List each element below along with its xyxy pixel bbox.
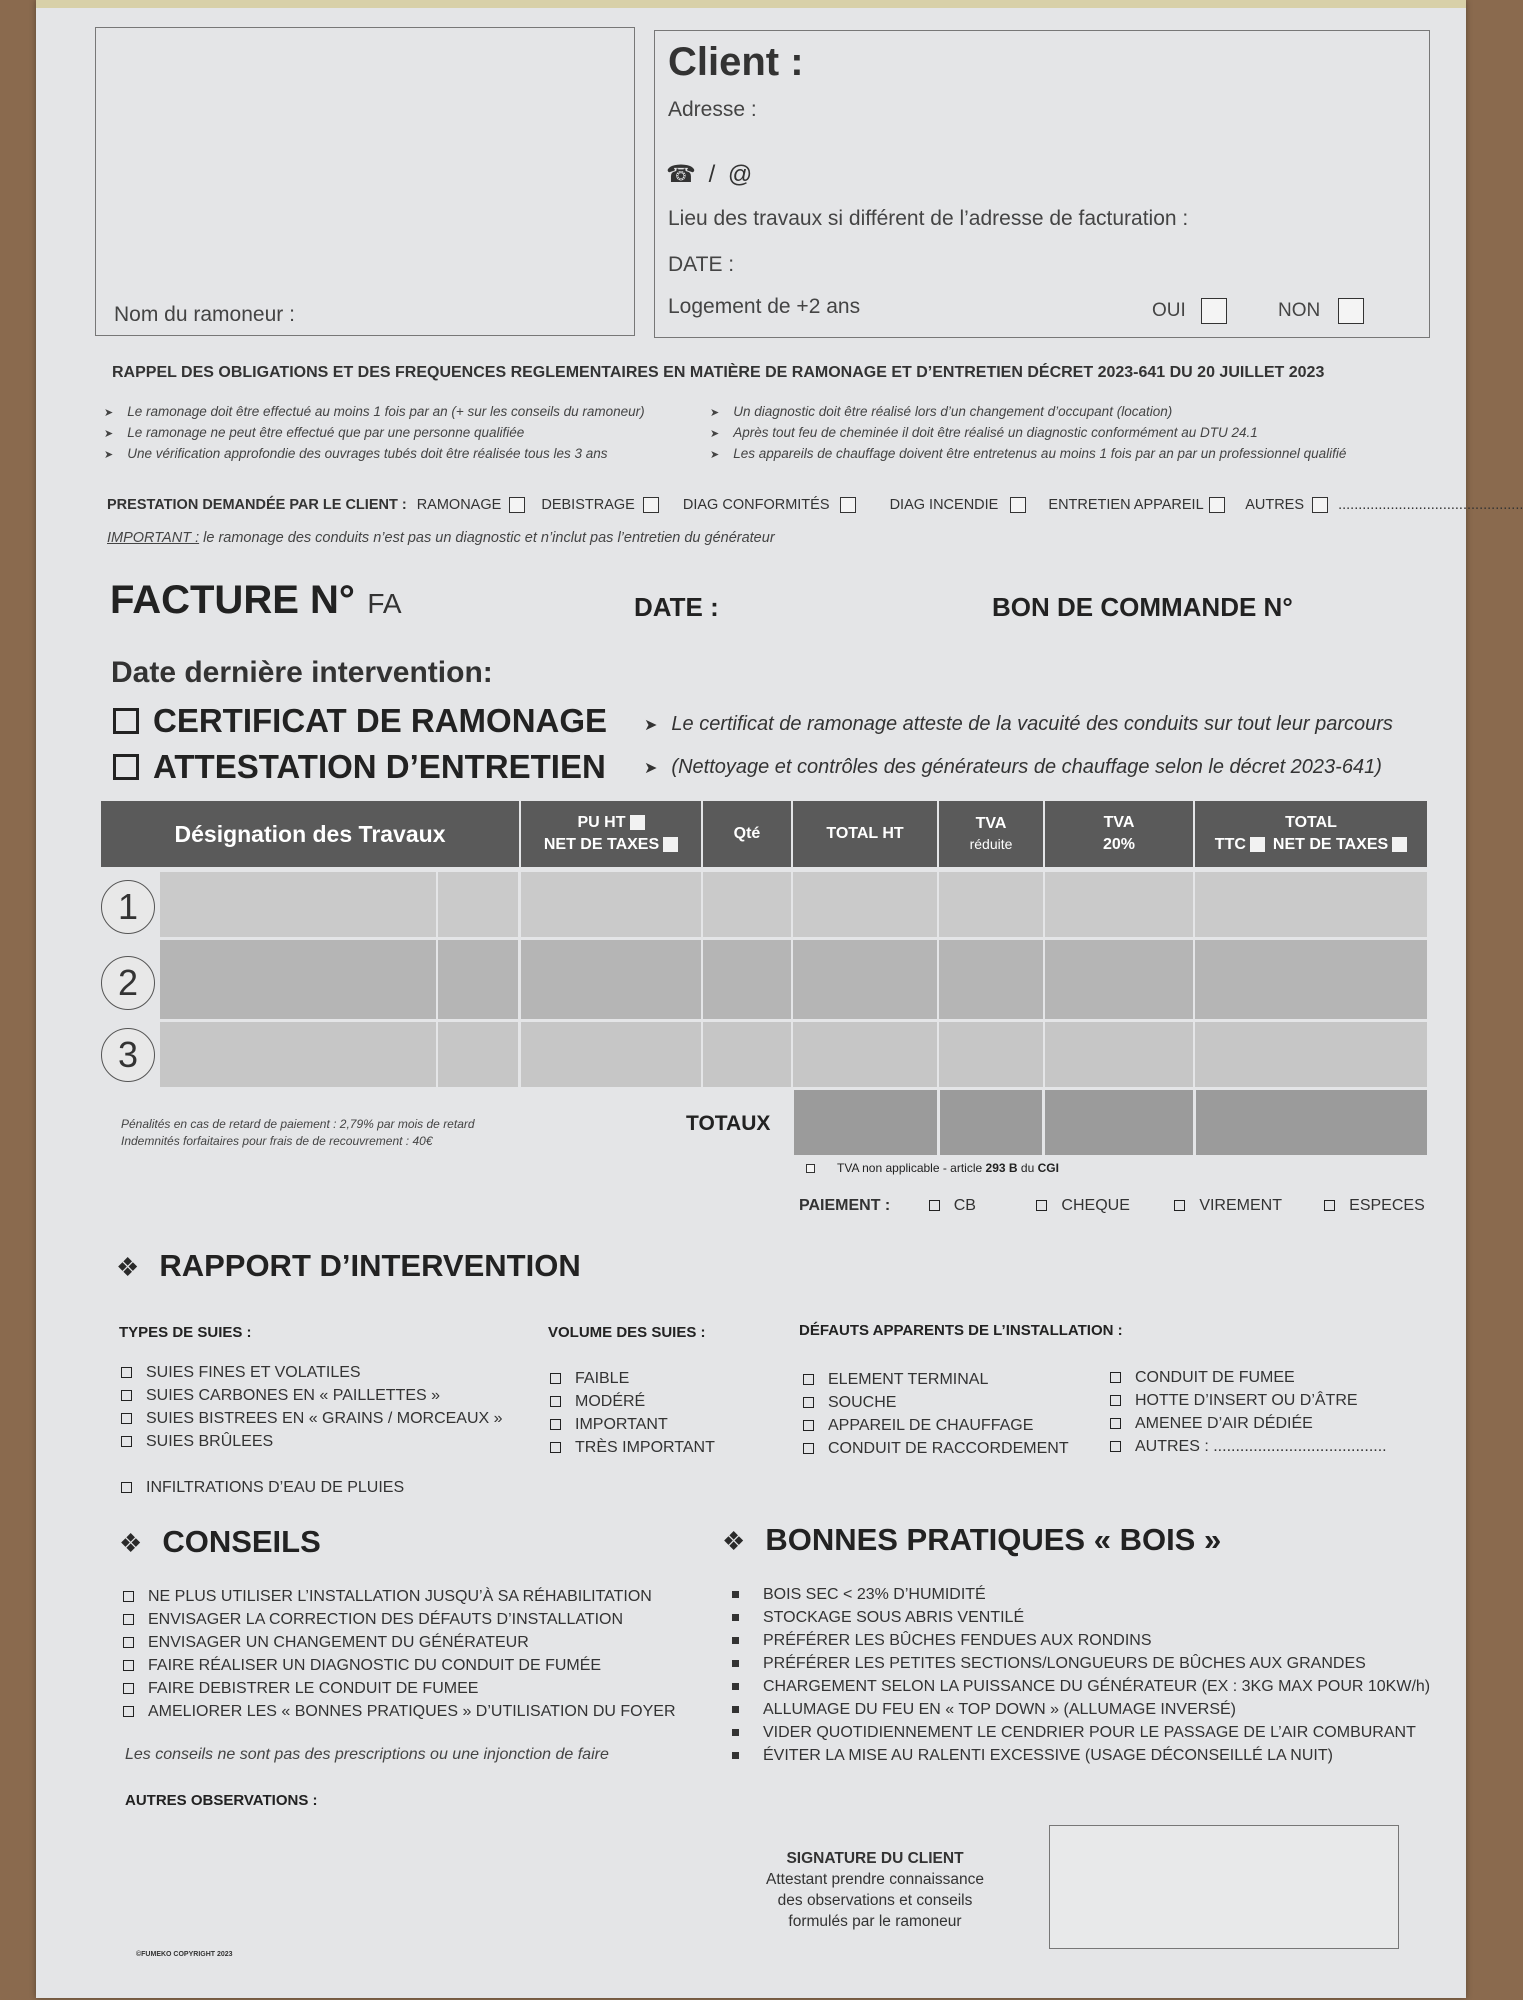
soot-types-title: TYPES DE SUIES : xyxy=(119,1324,252,1341)
arrow-icon: ➤ xyxy=(644,717,658,734)
col-designation: Désignation des Travaux xyxy=(101,801,519,867)
ttc-net-checkbox[interactable] xyxy=(1392,837,1407,852)
invoice-title-row xyxy=(110,578,402,623)
list-item: STOCKAGE SOUS ABRIS VENTILÉ xyxy=(732,1606,1430,1629)
list-item[interactable]: APPAREIL DE CHAUFFAGE xyxy=(803,1414,1069,1437)
payment-cb-checkbox[interactable] xyxy=(929,1200,940,1211)
list-item[interactable]: CONDUIT DE FUMEE xyxy=(1110,1366,1387,1389)
practices-title-row xyxy=(722,1522,1221,1558)
certificate-note: ➤ Le certificat de ramonage atteste de la vacuité des conduits sur tout leur parcours xyxy=(644,713,1393,735)
row-number: 3 xyxy=(101,1028,155,1082)
payment-cb-label: CB xyxy=(953,1197,976,1214)
list-item[interactable]: TRÈS IMPORTANT xyxy=(550,1436,715,1459)
housing-yes xyxy=(1152,298,1227,324)
col-qty: Qté xyxy=(703,801,791,867)
totals-label: TOTAUX xyxy=(686,1112,771,1135)
payment-row xyxy=(799,1197,1425,1215)
pu-net-checkbox[interactable] xyxy=(663,837,678,852)
diamond-icon: ❖ xyxy=(722,1526,746,1556)
defects-list-left xyxy=(803,1368,1069,1460)
soot-types-list xyxy=(121,1361,503,1453)
table-cell[interactable] xyxy=(521,872,701,937)
obligation-item: ➤ Le ramonage doit être effectué au moins 1 fois par an (+ sur les conseils du ramoneur) xyxy=(104,404,645,419)
order-number-label: BON DE COMMANDE N° xyxy=(992,592,1293,622)
prestation-label: PRESTATION DEMANDÉE PAR LE CLIENT : xyxy=(107,497,407,513)
attestation-note: ➤ (Nettoyage et contrôles des générateurs de chauffage selon le décret 2023-641) xyxy=(644,756,1382,778)
address-label: Adresse : xyxy=(668,98,757,121)
total-ht-cell[interactable] xyxy=(794,1090,937,1155)
row-number: 1 xyxy=(101,880,155,934)
sweep-name-label: Nom du ramoneur : xyxy=(114,303,295,326)
obligations-right xyxy=(710,402,1346,465)
obligations-title: RAPPEL DES OBLIGATIONS ET DES FREQUENCES REGLEMENTAIRES EN MATIÈRE DE RAMONAGE ET D’ENTRETIEN DÉCRET 2023-641 DU 20 JUILLET 2023 xyxy=(112,364,1325,381)
important-text: le ramonage des conduits n’est pas un diagnostic et n’inclut pas l’entretien du générateur xyxy=(199,530,775,546)
option-diag-incendie-label: DIAG INCENDIE xyxy=(889,497,999,513)
phone-separator: / xyxy=(708,161,716,188)
option-autres-label: AUTRES xyxy=(1245,497,1305,513)
penalty-line: Indemnités forfaitaires pour frais de de recouvrement : 40€ xyxy=(121,1134,433,1148)
table-cell[interactable] xyxy=(793,1022,937,1087)
table-cell[interactable] xyxy=(521,940,701,1019)
signature-line: formulés par le ramoneur xyxy=(788,1913,962,1930)
list-item[interactable]: IMPORTANT xyxy=(550,1413,715,1436)
obligation-item: ➤ Un diagnostic doit être réalisé lors d’un changement d’occupant (location) xyxy=(710,404,1173,419)
obligation-item: ➤ Une vérification approfondie des ouvrages tubés doit être réalisée tous les 3 ans xyxy=(104,446,608,461)
list-item: CHARGEMENT SELON LA PUISSANCE DU GÉNÉRATEUR (EX : 3KG MAX POUR 10KW/h) xyxy=(732,1675,1430,1698)
list-item: PRÉFÉRER LES PETITES SECTIONS/LONGUEURS DE BÛCHES AUX GRANDES xyxy=(732,1652,1430,1675)
attestation-checkbox[interactable] xyxy=(113,754,139,780)
table-cell[interactable] xyxy=(793,872,937,937)
option-debistrage-checkbox[interactable] xyxy=(643,497,659,513)
list-item[interactable]: ENVISAGER LA CORRECTION DES DÉFAUTS D’INSTALLATION xyxy=(123,1608,676,1631)
penalties-note xyxy=(121,1116,475,1150)
no-checkbox[interactable] xyxy=(1338,298,1364,324)
table-cell[interactable] xyxy=(939,940,1043,1019)
table-cell[interactable] xyxy=(160,872,436,937)
payment-cheque-checkbox[interactable] xyxy=(1036,1200,1047,1211)
option-autres-checkbox[interactable] xyxy=(1312,497,1328,513)
obligation-item: ➤ Le ramonage ne peut être effectué que par une personne qualifiée xyxy=(104,425,525,440)
certificate-label: CERTIFICAT DE RAMONAGE xyxy=(153,702,608,739)
practices-list xyxy=(732,1583,1430,1767)
table-cell[interactable] xyxy=(1195,940,1427,1019)
list-item[interactable]: FAIRE DEBISTRER LE CONDUIT DE FUMEE xyxy=(123,1677,676,1700)
infiltration-item xyxy=(121,1476,404,1499)
table-cell[interactable] xyxy=(1045,872,1193,937)
col-total-ttc: TOTAL TTC NET DE TAXES xyxy=(1195,801,1427,867)
col-total-ht: TOTAL HT xyxy=(793,801,937,867)
col-tva-20: TVA 20% xyxy=(1045,801,1193,867)
diamond-icon: ❖ xyxy=(119,1528,143,1558)
option-diag-incendie-checkbox[interactable] xyxy=(1010,497,1026,513)
col-pu-ht: PU HT NET DE TAXES xyxy=(521,801,701,867)
practices-title: BONNES PRATIQUES « BOIS » xyxy=(765,1522,1222,1557)
list-item: VIDER QUOTIDIENNEMENT LE CENDRIER POUR LE PASSAGE DE L’AIR COMBURANT xyxy=(732,1721,1430,1744)
total-ttc-cell[interactable] xyxy=(1196,1090,1427,1155)
option-entretien-label: ENTRETIEN APPAREIL xyxy=(1048,497,1204,513)
table-cell[interactable] xyxy=(1045,1022,1193,1087)
soot-volume-title: VOLUME DES SUIES : xyxy=(548,1324,706,1341)
advice-list xyxy=(123,1585,676,1723)
list-item[interactable]: ELEMENT TERMINAL xyxy=(803,1368,1069,1391)
option-entretien-checkbox[interactable] xyxy=(1209,497,1225,513)
client-date-label: DATE : xyxy=(668,253,735,276)
pu-ht-checkbox[interactable] xyxy=(630,815,645,830)
option-diag-conformites-checkbox[interactable] xyxy=(840,497,856,513)
invoice-prefix: FA xyxy=(367,588,402,619)
important-note xyxy=(107,530,775,546)
sweep-box xyxy=(95,27,635,336)
total-tva20-cell[interactable] xyxy=(1045,1090,1193,1155)
list-item: BOIS SEC < 23% D’HUMIDITÉ xyxy=(732,1583,1430,1606)
option-debistrage-label: DEBISTRAGE xyxy=(541,497,635,513)
attestation-label: ATTESTATION D’ENTRETIEN xyxy=(153,748,606,785)
attestation-row xyxy=(113,748,606,786)
list-item[interactable]: SUIES CARBONES EN « PAILLETTES » xyxy=(121,1384,503,1407)
list-item[interactable]: FAIBLE xyxy=(550,1367,715,1390)
table-cell[interactable] xyxy=(1195,1022,1427,1087)
list-item[interactable]: CONDUIT DE RACCORDEMENT xyxy=(803,1437,1069,1460)
phone-icon: ☎ xyxy=(666,161,696,188)
list-item[interactable]: SOUCHE xyxy=(803,1391,1069,1414)
housing-no xyxy=(1278,298,1364,324)
list-item[interactable]: NE PLUS UTILISER L’INSTALLATION JUSQU’À SA RÉHABILITATION xyxy=(123,1585,676,1608)
payment-especes-label: ESPECES xyxy=(1349,1197,1425,1214)
signature-text xyxy=(715,1848,1035,1932)
ttc-checkbox[interactable] xyxy=(1250,837,1265,852)
payment-cheque-label: CHEQUE xyxy=(1061,1197,1130,1214)
table-cell[interactable] xyxy=(939,872,1043,937)
option-ramonage-label: RAMONAGE xyxy=(416,497,502,513)
table-cell[interactable] xyxy=(160,940,436,1019)
important-label: IMPORTANT : xyxy=(107,530,200,546)
signature-line: Attestant prendre connaissance xyxy=(766,1871,984,1888)
last-intervention-label: Date dernière intervention: xyxy=(111,656,493,689)
tva-note-checkbox[interactable] xyxy=(806,1164,815,1173)
table-cell[interactable] xyxy=(703,940,791,1019)
payment-virement-label: VIREMENT xyxy=(1199,1197,1282,1214)
total-tva-reduite-cell[interactable] xyxy=(940,1090,1042,1155)
obligation-item: ➤ Après tout feu de cheminée il doit être réalisé un diagnostic conformément au DTU 24.1 xyxy=(710,425,1258,440)
client-title: Client : xyxy=(668,40,804,84)
list-item[interactable]: ENVISAGER UN CHANGEMENT DU GÉNÉRATEUR xyxy=(123,1631,676,1654)
copyright: ©FUMEKO COPYRIGHT 2023 xyxy=(136,1951,233,1958)
list-item[interactable]: INFILTRATIONS D’EAU DE PLUIES xyxy=(121,1476,404,1499)
phone-email-row xyxy=(666,160,752,189)
list-item[interactable]: SUIES FINES ET VOLATILES xyxy=(121,1361,503,1384)
worksite-label: Lieu des travaux si différent de l’adresse de facturation : xyxy=(668,207,1189,230)
invoice-date-label: DATE : xyxy=(634,592,719,622)
yes-label: OUI xyxy=(1152,300,1186,322)
invoice-title: FACTURE N° xyxy=(110,578,355,622)
no-label: NON xyxy=(1278,300,1321,322)
advice-note: Les conseils ne sont pas des prescriptions ou une injonction de faire xyxy=(125,1746,609,1763)
diamond-icon: ❖ xyxy=(116,1252,140,1282)
signature-line: des observations et conseils xyxy=(777,1892,973,1909)
table-cell[interactable] xyxy=(1045,940,1193,1019)
list-item: ALLUMAGE DU FEU EN « TOP DOWN » (ALLUMAGE INVERSÉ) xyxy=(732,1698,1430,1721)
table-cell[interactable] xyxy=(703,872,791,937)
list-item: PRÉFÉRER LES BÛCHES FENDUES AUX RONDINS xyxy=(732,1629,1430,1652)
obligations-left xyxy=(104,402,645,465)
list-item: ÉVITER LA MISE AU RALENTI EXCESSIVE (USAGE DÉCONSEILLÉ LA NUIT) xyxy=(732,1744,1430,1767)
signature-title: SIGNATURE DU CLIENT xyxy=(786,1850,964,1867)
signature-box[interactable] xyxy=(1049,1825,1399,1949)
table-cell[interactable] xyxy=(939,1022,1043,1087)
defects-list-right xyxy=(1110,1366,1387,1458)
list-item[interactable]: AUTRES : ....................................... xyxy=(1110,1435,1387,1458)
certificate-row xyxy=(113,702,607,740)
email-icon: @ xyxy=(727,161,753,188)
housing-label: Logement de +2 ans xyxy=(668,295,861,318)
obligation-item: ➤ Les appareils de chauffage doivent être entretenus au moins 1 fois par an par un professionnel qualifié xyxy=(710,446,1347,461)
table-cell[interactable] xyxy=(521,1022,701,1087)
payment-label: PAIEMENT : xyxy=(799,1197,891,1214)
table-cell[interactable] xyxy=(160,1022,436,1087)
table-cell[interactable] xyxy=(438,872,518,937)
tva-note: TVA non applicable - article 293 B du CGI xyxy=(806,1161,1059,1175)
table-cell[interactable] xyxy=(793,940,937,1019)
soot-volume-list xyxy=(550,1367,715,1459)
col-tva-reduite: TVA réduite xyxy=(939,801,1043,867)
list-item[interactable]: AMENEE D’AIR DÉDIÉE xyxy=(1110,1412,1387,1435)
table-cell[interactable] xyxy=(438,940,518,1019)
other-observations-label: AUTRES OBSERVATIONS : xyxy=(125,1792,318,1809)
list-item[interactable]: FAIRE RÉALISER UN DIAGNOSTIC DU CONDUIT DE FUMÉE xyxy=(123,1654,676,1677)
payment-especes-checkbox[interactable] xyxy=(1324,1200,1335,1211)
list-item[interactable]: SUIES BRÛLEES xyxy=(121,1430,503,1453)
report-title-row xyxy=(116,1248,581,1284)
payment-virement-checkbox[interactable] xyxy=(1174,1200,1185,1211)
penalty-line: Pénalités en cas de retard de paiement : 2,79% par mois de retard xyxy=(121,1117,475,1131)
list-item[interactable]: AMELIORER LES « BONNES PRATIQUES » D’UTILISATION DU FOYER xyxy=(123,1700,676,1723)
list-item[interactable]: SUIES BISTREES EN « GRAINS / MORCEAUX » xyxy=(121,1407,503,1430)
table-cell[interactable] xyxy=(438,1022,518,1087)
row-number: 2 xyxy=(101,956,155,1010)
list-item[interactable]: MODÉRÉ xyxy=(550,1390,715,1413)
option-diag-conformites-label: DIAG CONFORMITÉS xyxy=(682,497,830,513)
report-title: RAPPORT D’INTERVENTION xyxy=(159,1248,581,1283)
advice-title: CONSEILS xyxy=(162,1524,321,1559)
prestation-row xyxy=(107,497,1523,513)
table-cell[interactable] xyxy=(703,1022,791,1087)
list-item[interactable]: HOTTE D’INSERT OU D’ÂTRE xyxy=(1110,1389,1387,1412)
autres-dots: .............................................. xyxy=(1338,497,1523,513)
defects-title: DÉFAUTS APPARENTS DE L’INSTALLATION : xyxy=(799,1322,1123,1339)
table-cell[interactable] xyxy=(1195,872,1427,937)
option-ramonage-checkbox[interactable] xyxy=(509,497,525,513)
certificate-checkbox[interactable] xyxy=(113,708,139,734)
yes-checkbox[interactable] xyxy=(1201,298,1227,324)
paper-top-edge xyxy=(36,0,1466,8)
arrow-icon: ➤ xyxy=(644,760,658,777)
advice-title-row xyxy=(119,1524,321,1560)
